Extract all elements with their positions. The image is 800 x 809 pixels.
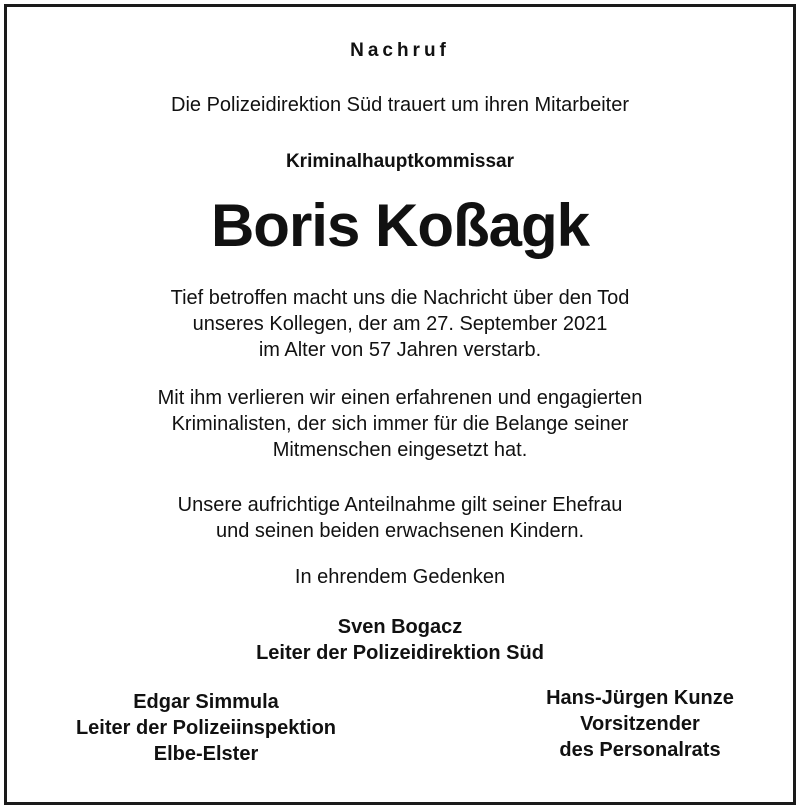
deceased-name: Boris Koßagk <box>210 192 590 259</box>
deceased-rank: Kriminalhauptkommissar <box>285 151 515 172</box>
paragraph-line: Unsere aufrichtige Anteilnahme gilt seiner Ehefrau <box>177 494 623 516</box>
paragraph-line: Mit ihm verlieren wir einen erfahrenen und engagierten <box>157 387 643 409</box>
signatory-name: Hans-Jürgen Kunze <box>546 687 734 709</box>
notice-intro: Die Polizeidirektion Süd trauert um ihren Mitarbeiter <box>171 94 629 116</box>
paragraph-line: Tief betroffen macht uns die Nachricht über den Tod <box>170 287 630 309</box>
paragraph-line: im Alter von 57 Jahren verstarb. <box>258 339 542 361</box>
signatory-title: Vorsitzender <box>580 713 700 735</box>
signatory-right <box>490 685 790 763</box>
paragraph-line: unseres Kollegen, der am 27. September 2021 <box>192 313 608 335</box>
notice-heading: Nachruf <box>350 40 450 61</box>
signatory-title: Elbe-Elster <box>153 743 259 765</box>
closing-phrase: In ehrendem Gedenken <box>294 566 506 588</box>
paragraph-line: Mitmenschen eingesetzt hat. <box>272 439 528 461</box>
signatory-main <box>0 614 800 666</box>
paragraph-line: und seinen beiden erwachsenen Kindern. <box>215 520 585 542</box>
paragraph-sympathy <box>0 492 800 544</box>
signatory-title: des Personalrats <box>559 739 721 761</box>
signatory-left <box>26 689 386 767</box>
signatory-name: Sven Bogacz <box>337 616 463 638</box>
paragraph-condolence-news <box>0 285 800 363</box>
paragraph-line: Kriminalisten, der sich immer für die Belange seiner <box>171 413 629 435</box>
signatory-name: Edgar Simmula <box>133 691 279 713</box>
signatory-title: Leiter der Polizeiinspektion <box>75 717 337 739</box>
signatory-title: Leiter der Polizeidirektion Süd <box>256 642 544 664</box>
paragraph-tribute <box>0 385 800 463</box>
